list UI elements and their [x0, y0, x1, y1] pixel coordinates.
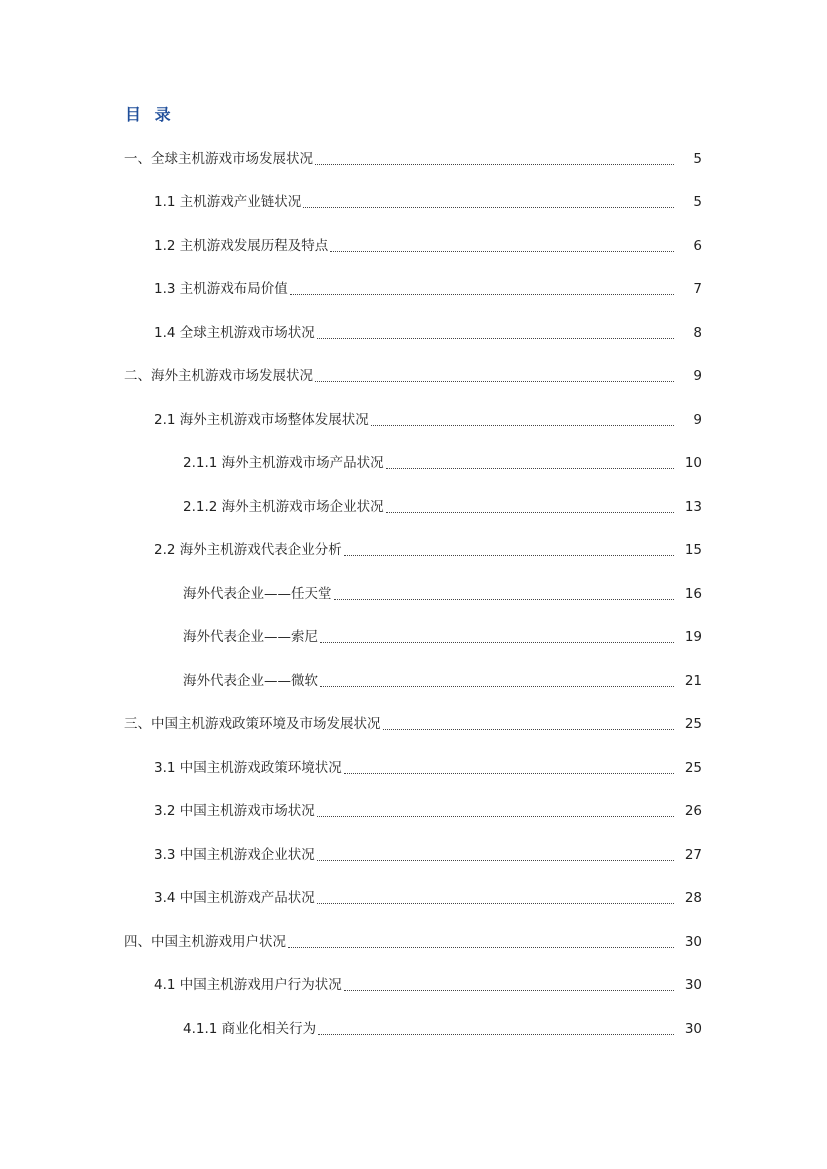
toc-entry-label: 2.1.1 海外主机游戏市场产品状况	[183, 455, 384, 472]
toc-entry-label: 2.1 海外主机游戏市场整体发展状况	[154, 411, 369, 428]
toc-entry-page-number: 9	[693, 368, 702, 385]
toc-entry-page-number: 5	[693, 150, 702, 167]
toc-entry[interactable]	[0, 1007, 827, 1051]
toc-entry[interactable]	[0, 616, 827, 660]
toc-entry-page-number: 25	[684, 716, 702, 733]
dot-leader	[330, 250, 674, 252]
dot-leader	[317, 902, 674, 904]
dot-leader	[315, 163, 674, 165]
dot-leader	[317, 815, 674, 817]
toc-entry-label: 3.2 中国主机游戏市场状况	[154, 803, 315, 820]
toc-entry-label: 海外代表企业——索尼	[183, 629, 318, 646]
toc-entry-page-number: 30	[684, 933, 702, 950]
toc-entry-label: 4.1 中国主机游戏用户行为状况	[154, 977, 342, 994]
toc-entry-label: 3.1 中国主机游戏政策环境状况	[154, 759, 342, 776]
dot-leader	[317, 859, 674, 861]
toc-entry-page-number: 30	[684, 1020, 702, 1037]
toc-entry[interactable]	[0, 746, 827, 790]
dot-leader	[303, 206, 674, 208]
toc-entry-label: 3.4 中国主机游戏产品状况	[154, 890, 315, 907]
dot-leader	[290, 293, 674, 295]
toc-entry-label: 1.2 主机游戏发展历程及特点	[154, 237, 329, 254]
toc-entry[interactable]	[0, 877, 827, 921]
dot-leader	[334, 598, 675, 600]
toc-entry[interactable]	[0, 964, 827, 1008]
toc-entry[interactable]	[0, 703, 827, 747]
dot-leader	[383, 728, 675, 730]
toc-entry-page-number: 28	[684, 890, 702, 907]
toc-entry[interactable]	[0, 659, 827, 703]
toc-entry[interactable]	[0, 790, 827, 834]
toc-entry-page-number: 6	[693, 237, 702, 254]
toc-entry-label: 海外代表企业——微软	[183, 672, 318, 689]
toc-entry-label: 3.3 中国主机游戏企业状况	[154, 846, 315, 863]
toc-entry-page-number: 25	[684, 759, 702, 776]
toc-entry-page-number: 27	[684, 846, 702, 863]
toc-entry-page-number: 7	[693, 281, 702, 298]
toc-entry[interactable]	[0, 224, 827, 268]
toc-entry-page-number: 26	[684, 803, 702, 820]
dot-leader	[371, 424, 674, 426]
toc-entry-label: 三、中国主机游戏政策环境及市场发展状况	[124, 716, 381, 733]
toc-entry-label: 1.3 主机游戏布局价值	[154, 281, 288, 298]
dot-leader	[320, 641, 674, 643]
dot-leader	[317, 337, 674, 339]
toc-entry[interactable]	[0, 268, 827, 312]
toc-entry-page-number: 9	[693, 411, 702, 428]
toc-entry-page-number: 30	[684, 977, 702, 994]
dot-leader	[344, 772, 674, 774]
toc-entry[interactable]	[0, 137, 827, 181]
toc-entry[interactable]	[0, 181, 827, 225]
toc-entry[interactable]	[0, 355, 827, 399]
dot-leader	[344, 554, 674, 556]
toc-entry-label: 四、中国主机游戏用户状况	[124, 933, 286, 950]
toc-entry[interactable]	[0, 572, 827, 616]
toc-entry[interactable]	[0, 833, 827, 877]
toc-entry-label: 2.2 海外主机游戏代表企业分析	[154, 542, 342, 559]
dot-leader	[315, 380, 674, 382]
dot-leader	[318, 1033, 674, 1035]
toc-entry-label: 1.1 主机游戏产业链状况	[154, 194, 302, 211]
toc-entry[interactable]	[0, 920, 827, 964]
toc-title: 目 录	[125, 105, 175, 124]
toc-entry-label: 2.1.2 海外主机游戏市场企业状况	[183, 498, 384, 515]
toc-entry-label: 1.4 全球主机游戏市场状况	[154, 324, 315, 341]
toc-entry[interactable]	[0, 529, 827, 573]
toc-entry-page-number: 15	[684, 542, 702, 559]
dot-leader	[320, 685, 674, 687]
toc-entry-page-number: 8	[693, 324, 702, 341]
toc-entry-page-number: 21	[684, 672, 702, 689]
dot-leader	[344, 989, 674, 991]
toc-entry-page-number: 16	[684, 585, 702, 602]
toc-entry-label: 4.1.1 商业化相关行为	[183, 1020, 317, 1037]
toc-entry-label: 一、全球主机游戏市场发展状况	[124, 150, 313, 167]
toc-entry[interactable]	[0, 442, 827, 486]
toc-entry-page-number: 13	[684, 498, 702, 515]
toc-entry[interactable]	[0, 398, 827, 442]
toc-entry[interactable]	[0, 485, 827, 529]
dot-leader	[386, 467, 674, 469]
toc-list	[0, 137, 827, 1051]
dot-leader	[288, 946, 674, 948]
toc-entry-label: 海外代表企业——任天堂	[183, 585, 332, 602]
toc-entry-label: 二、海外主机游戏市场发展状况	[124, 368, 313, 385]
toc-entry-page-number: 10	[684, 455, 702, 472]
toc-entry[interactable]	[0, 311, 827, 355]
dot-leader	[386, 511, 674, 513]
toc-entry-page-number: 5	[693, 194, 702, 211]
toc-entry-page-number: 19	[684, 629, 702, 646]
